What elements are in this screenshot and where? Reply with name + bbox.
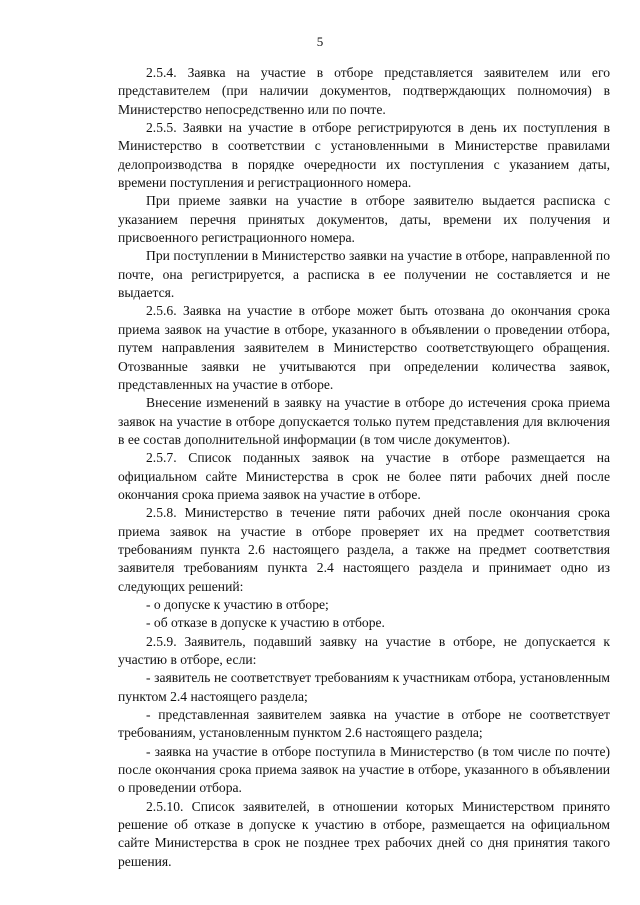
list-item-late-submission: - заявка на участие в отборе поступила в Министерство (в том числе по почте) после окончания срока приема заявок на участие в отборе, указанного в объявлении о проведении отбора. — [118, 743, 610, 796]
paragraph-2-5-5: 2.5.5. Заявки на участие в отборе регистрируются в день их поступления в Министерство в соответствии с установленными в Министерстве правилами делопроизводства в порядке очередности их поступления с указанием даты, времени поступления и регистрационного номера. — [118, 120, 610, 191]
document-body — [118, 64, 610, 871]
paragraph-2-5-9: 2.5.9. Заявитель, подавший заявку на участие в отборе, не допускается к участию в отборе, если: — [118, 633, 610, 667]
paragraph-amendments: Внесение изменений в заявку на участие в отборе до истечения срока приема заявок на участие в отборе допускается только путем представления для включения в ее состав дополнительной информации (в том числе документов). — [118, 395, 610, 447]
list-item-admission: - о допуске к участию в отборе; — [146, 596, 329, 612]
paragraph-postal-registration: При поступлении в Министерство заявки на участие в отборе, направленной по почте, она регистрируется, а расписка в ее получении не составляется и не выдается. — [118, 248, 610, 301]
paragraph-2-5-8: 2.5.8. Министерство в течение пяти рабочих дней после окончания срока приема заявок на участие в отборе проверяет их на предмет соответствия требованиям пункта 2.6 настоящего раздела, а также на предмет соответствия заявителя требованиям пункта 2.4 настоящего раздела и принимает одно из следующих решений: — [118, 505, 610, 594]
paragraph-receipt-issue: При приеме заявки на участие в отборе заявителю выдается расписка с указанием перечня принятых документов, даты, времени их получения и присвоенного регистрационного номера. — [118, 193, 610, 246]
list-item-requirements-2-6: - представленная заявителем заявка на участие в отборе не соответствует требованиям, установленным пунктом 2.6 настоящего раздела; — [118, 707, 610, 741]
page-number: 5 — [316, 34, 324, 49]
paragraph-2-5-4: 2.5.4. Заявка на участие в отборе представляется заявителем или его представителем (при наличии документов, подтверждающих полномочия) в Министерство непосредственно или по почте. — [118, 65, 610, 117]
list-item-refusal: - об отказе в допуске к участию в отборе. — [146, 615, 385, 631]
paragraph-2-5-10: 2.5.10. Список заявителей, в отношении которых Министерством принято решение об отказе в допуске к участию в отборе, размещается на официальном сайте Министерства в срок не позднее трех рабочих дней со дня принятия такого решения. — [118, 798, 610, 869]
paragraph-2-5-6: 2.5.6. Заявка на участие в отборе может быть отозвана до окончания срока приема заявок на участие в отборе, указанного в объявлении о проведении отбора, путем направления заявителем в Министерство соответствующего обращения. Отозванные заявки не учитываются при определении количества заявок, представленных на участие в отборе. — [118, 303, 610, 392]
list-item-requirements-2-4: - заявитель не соответствует требованиям к участникам отбора, установленным пунктом 2.4 настоящего раздела; — [118, 670, 610, 704]
paragraph-2-5-7: 2.5.7. Список поданных заявок на участие в отборе размещается на официальном сайте Министерства в срок не более пяти рабочих дней после окончания срока приема заявок на участие в отборе. — [118, 450, 610, 502]
